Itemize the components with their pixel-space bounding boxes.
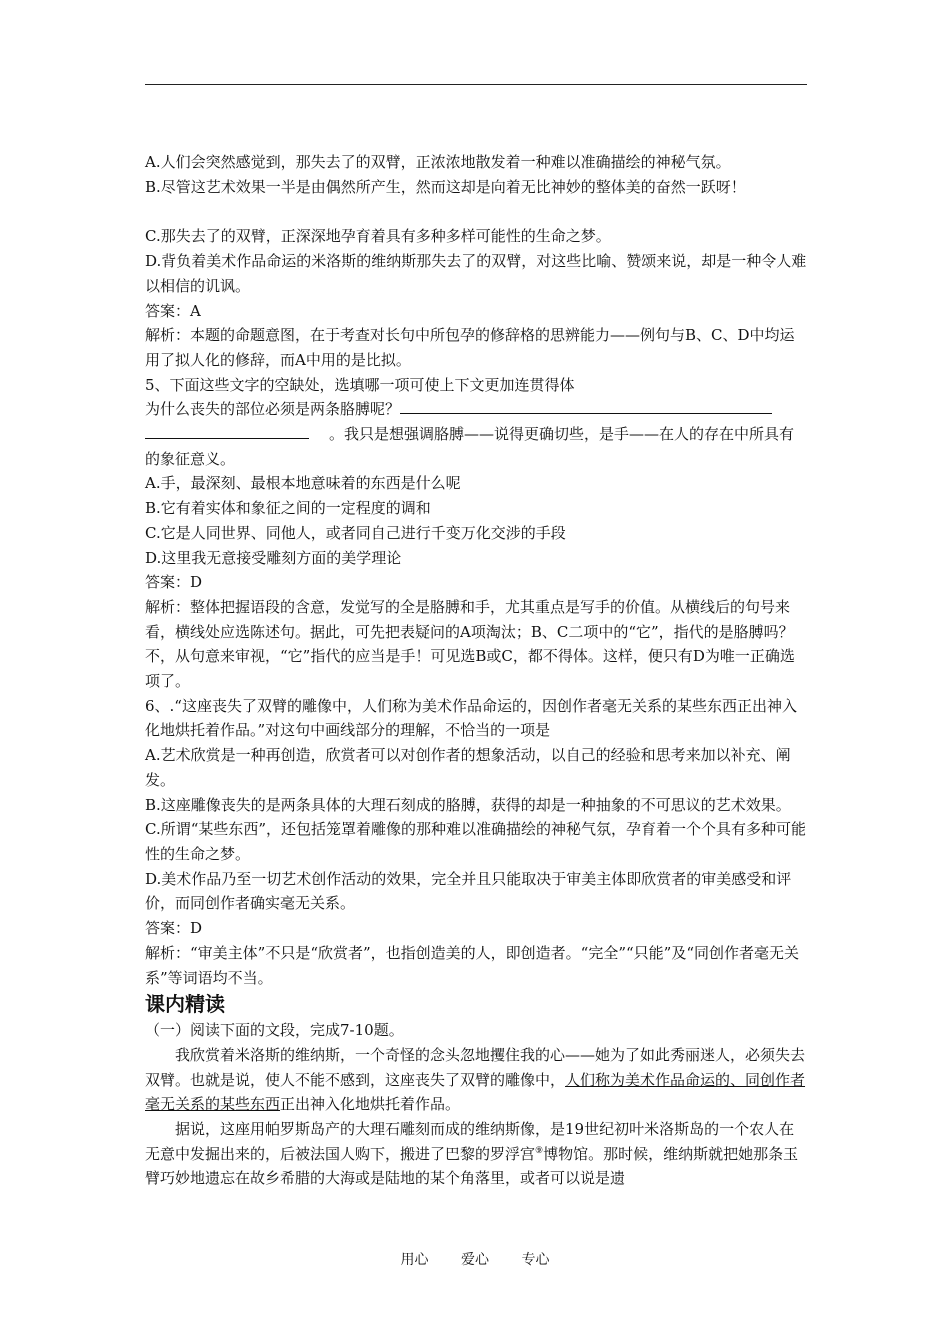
header-rule	[145, 84, 807, 85]
reading-intro: （一）阅读下面的文段，完成7-10题。	[145, 1021, 404, 1040]
q4-option-d: D.背负着美术作品命运的米洛斯的维纳斯那失去了的双臂，对这些比喻、赞颂来说，却是一种令人难以相信的讥讽。	[145, 252, 807, 295]
q5-line1	[145, 397, 807, 422]
footer-item: 爱心	[461, 1252, 489, 1268]
q5-analysis: 解析：整体把握语段的含意，发觉写的全是胳膊和手，尤其重点是写手的价值。从横线后的句号来看，横线处应选陈述句。据此，可先把表疑问的A项淘汰；B、C二项中的“它”，指代的是胳膊吗？不，从句意来审视，“它”指代的应当是手！可见选B或C，都不得体。这样，便只有D为唯一正确选项了。	[145, 597, 795, 691]
footer-item: 专心	[521, 1252, 550, 1268]
q4-option-c: C.那失去了的双臂，正深深地孕育着具有多种多样可能性的生命之梦。	[145, 227, 611, 246]
q5-option-c: C.它是人同世界、同他人，或者同自己进行千变万化交涉的手段	[145, 523, 566, 542]
q6-option-a: A.艺术欣赏是一种再创造，欣赏者可以对创作者的想象活动，以自己的经验和思考来加以补充、阐发。	[145, 746, 791, 789]
q5-answer: 答案：D	[145, 573, 203, 592]
document-body	[145, 150, 807, 1191]
reading-p2-start: 据说，这座用帕罗斯岛产的大理石雕刻而成的维纳斯像，是19世纪初叶米洛斯岛的一个农人在无意中发掘出来的，后被法国人购下，搬进了巴黎的罗浮宫	[145, 1120, 795, 1163]
spacer	[145, 199, 807, 224]
q5-option-a: A.手，最深刻、最根本地意味着的东西是什么呢	[145, 474, 461, 493]
reading-p2-end: 博物馆。那时候，维纳斯就把她那条玉臂巧妙地遗忘在故乡希腊的大海或是陆地的某个角落里，或者可以说是遗	[145, 1144, 799, 1188]
q6-option-c: C.所谓“某些东西”，还包括笼罩着雕像的那种难以准确描绘的神秘气氛，孕育着一个个具有多种可能性的生命之梦。	[145, 820, 807, 863]
q6-answer: 答案：D	[145, 919, 203, 938]
q6-option-b: B.这座雕像丧失的是两条具体的大理石刻成的胳膊，获得的却是一种抽象的不可思议的艺术效果。	[145, 795, 791, 814]
footer-item: 用心	[400, 1252, 429, 1268]
reading-p1-end: 正出神入化地烘托着作品。	[280, 1095, 461, 1114]
page-footer	[0, 1249, 950, 1269]
q4-analysis: 解析：本题的命题意图，在于考查对长句中所包孕的修辞格的思辨能力——例句与B、C、D中均运用了拟人化的修辞，而A中用的是比拟。	[145, 326, 795, 369]
q4-answer: 答案：A	[145, 301, 201, 320]
reading-p1-start: 我欣赏着米洛斯的维纳斯，一个奇怪的念头忽地攫住我的心——她为了如此秀丽迷人，必须失去双臂。也就是说，使人不能不感到，这座丧失了双臂的雕像中，	[145, 1045, 806, 1089]
q6-stem: 6、.“这座丧失了双臂的雕像中，人们称为美术作品命运的，因创作者毫无关系的某些东西正出神入化地烘托着作品。”对这句中画线部分的理解，不恰当的一项是	[145, 696, 797, 740]
q5-option-d: D.这里我无意接受雕刻方面的美学理论	[145, 548, 402, 567]
q6-option-d: D.美术作品乃至一切艺术创作活动的效果，完全并且只能取决于审美主体即欣赏者的审美感受和评价，而同创作者确实毫无关系。	[145, 869, 792, 913]
q4-option-b: B.尽管这艺术效果一半是由偶然所产生，然而这却是向着无比神妙的整体美的奋然一跃呀！	[145, 177, 746, 196]
reading-p1-underlined: 人们称为美术作品命运的、同创作者毫无关系的某些东西	[145, 1070, 806, 1114]
footnote-marker: ⑨	[535, 1145, 544, 1156]
q5-stem: 5、下面这些文字的空缺处，选填哪一项可使上下文更加连贯得体	[145, 375, 575, 394]
q5-blank-1[interactable]	[400, 397, 772, 414]
q5-line2	[145, 422, 807, 471]
q6-analysis: 解析：“审美主体”不只是“欣赏者”，也指创造美的人，即创造者。“完全”“只能”及“同创作者毫无关系”等词语均不当。	[145, 943, 800, 987]
reading-paragraph-2	[145, 1117, 807, 1191]
q5-option-b: B.它有着实体和象征之间的一定程度的调和	[145, 499, 431, 518]
q5-line2-text: 。我只是想强调胳膊——说得更确切些，是手——在人的存在中所具有的象征意义。	[145, 425, 795, 468]
q5-line1-text: 为什么丧失的部位必须是两条胳膊呢？	[145, 400, 401, 419]
q4-option-a: A.人们会突然感觉到，那失去了的双臂，正浓浓地散发着一种难以准确描绘的神秘气氛。	[145, 153, 731, 171]
section-title: 课内精读	[145, 992, 225, 1017]
reading-paragraph-1	[145, 1043, 807, 1117]
q5-blank-2[interactable]	[145, 422, 309, 439]
